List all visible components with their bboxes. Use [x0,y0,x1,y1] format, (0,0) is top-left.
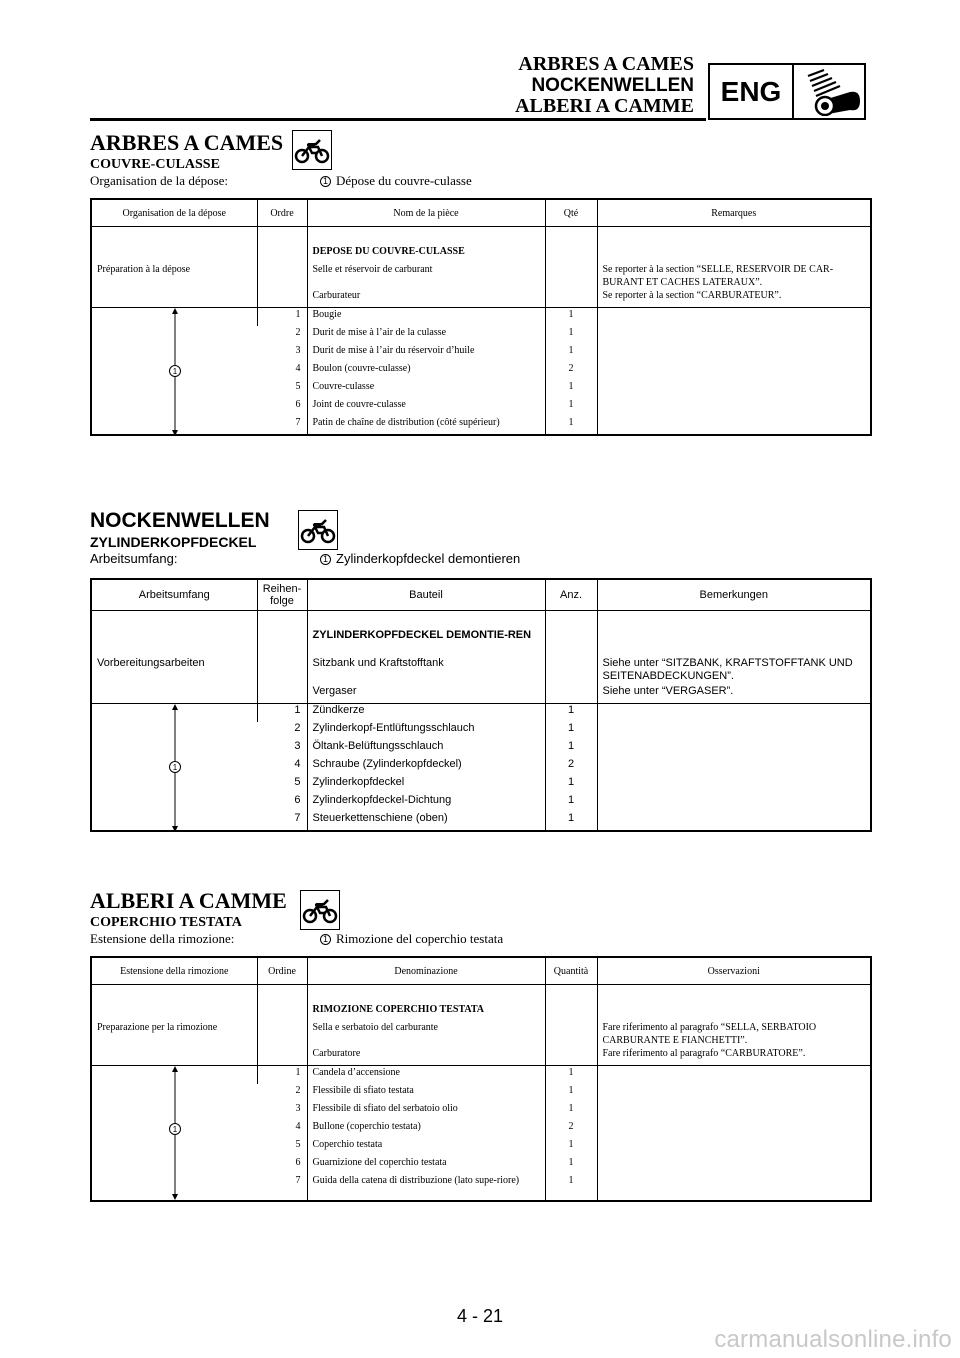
order: 2 [295,327,301,338]
part-name: Vergaser [307,685,545,704]
col-header: Qté [545,199,597,227]
org-line [90,173,870,189]
col-header: Quantità [545,957,597,985]
col-header: Organisation de la dépose [91,199,257,227]
part-name: Candela d’accensione [307,1066,545,1085]
qty: 1 [545,1138,597,1156]
org-line [90,551,870,567]
part-name: Zylinderkopf-Entlüftungsschlauch [307,722,545,740]
org-step: Rimozione del coperchio testata [336,931,504,946]
order: 7 [295,1175,301,1186]
qty: 1 [545,398,597,416]
qty: 1 [545,740,597,758]
eng-badge [708,63,866,120]
table-row [91,308,871,327]
qty: 1 [545,308,597,327]
part-name: Durit de mise à l’air du réservoir d’huile [307,344,545,362]
order: 6 [294,794,301,806]
header-rule [90,118,706,121]
part-name: Flessibile di sfiato testata [307,1084,545,1102]
part-name: Sella e serbatoio del carburante [307,1021,545,1047]
remark: Se reporter à la section “CARBURATEUR”. [597,289,871,308]
table-row [91,263,871,289]
header-titles [515,54,694,117]
header-title-de: NOCKENWELLEN [531,75,694,96]
qty: 1 [545,1084,597,1102]
qty: 1 [545,380,597,398]
table-header [91,199,871,227]
qty: 1 [545,1174,597,1201]
prep-label: Preparazione per la rimozione [97,1022,218,1033]
part-name: Durit de mise à l’air de la culasse [307,326,545,344]
section-subtitle: COPERCHIO TESTATA [90,915,242,930]
qty: 1 [545,722,597,740]
order: 3 [295,1103,301,1114]
part-name: Selle et réservoir de carburant [307,263,545,289]
part-name: Flessibile di sfiato del serbatoio olio [307,1102,545,1120]
remark: Fare riferimento al paragrafo “CARBURATORE”. [597,1047,871,1066]
order: 7 [294,812,301,824]
org-step: Zylinderkopfdeckel demontieren [336,551,521,566]
step-number: 1 [320,934,331,945]
part-name: Zylinderkopfdeckel [307,776,545,794]
table-header [91,579,871,611]
order: 2 [294,722,301,734]
section-subtitle: COUVRE-CULASSE [90,157,220,172]
order: 2 [295,1085,301,1096]
col-header: Osservazioni [597,957,871,985]
table-row [91,657,871,685]
order: 5 [295,381,301,392]
remark: Se reporter à la section “SELLE, RESERVOIR DE CAR-BURANT ET CACHES LATERAUX”. [597,263,871,289]
prep-label: Vorbereitungsarbeiten [97,657,205,669]
org-step: Dépose du couvre-culasse [336,173,472,188]
section-title: ARBRES A CAMES [90,130,284,155]
engine-camshaft-icon [794,65,864,118]
col-header: Nom de la pièce [307,199,545,227]
order: 3 [295,345,301,356]
motorcycle-icon [300,890,340,930]
order: 5 [295,1139,301,1150]
section-subtitle: ZYLINDERKOPFDECKEL [90,534,257,550]
col-header: Arbeitsumfang [91,579,257,611]
qty: 1 [545,776,597,794]
heading-row: RIMOZIONE COPERCHIO TESTATA [307,1003,545,1021]
table-row [91,985,871,1004]
col-header: Estensione della rimozione [91,957,257,985]
org-label: Arbeitsumfang: [90,551,178,566]
col-header: Ordine [257,957,307,985]
col-header: Bauteil [307,579,545,611]
col-header: Ordre [257,199,307,227]
order: 7 [295,417,301,428]
section-title: NOCKENWELLEN [90,509,270,532]
table-row [91,1047,871,1066]
order: 1 [257,308,307,327]
order: 5 [294,776,301,788]
motorcycle-icon [298,510,338,550]
table-row [91,704,871,723]
table-row [91,227,871,246]
part-name: Schraube (Zylinderkopfdeckel) [307,758,545,776]
parts-table [90,956,872,1202]
part-name: Coperchio testata [307,1138,545,1156]
prep-label: Préparation à la dépose [97,264,191,275]
table-row [91,611,871,630]
part-name: Bougie [307,308,545,327]
table-row [91,1066,871,1085]
remark: Siehe unter “SITZBANK, KRAFTSTOFFTANK UND SEITENABDECKUNGEN”. [597,657,871,685]
part-name: Zylinderkopfdeckel-Dichtung [307,794,545,812]
motorcycle-icon [292,130,332,170]
part-name: Guida della catena di distribuzione (lato supe-riore) [307,1174,545,1201]
qty: 1 [545,344,597,362]
qty: 1 [545,1066,597,1085]
step-number: 1 [320,554,331,565]
table-row [91,629,871,657]
part-name: Guarnizione del coperchio testata [307,1156,545,1174]
part-name: Carburatore [307,1047,545,1066]
eng-label: ENG [710,65,794,118]
qty: 2 [545,758,597,776]
part-name: Carburateur [307,289,545,308]
group-label: 1 [172,367,178,376]
qty: 1 [545,326,597,344]
col-header: Remarques [597,199,871,227]
part-name: Zündkerze [307,704,545,723]
table-row [91,685,871,704]
part-name: Couvre-culasse [307,380,545,398]
table-row [91,289,871,308]
order: 1 [257,1066,307,1085]
section-de [90,508,870,824]
part-name: Boulon (couvre-culasse) [307,362,545,380]
group-bracket [91,1066,257,1202]
header-title-it: ALBERI A CAMME [515,95,694,117]
col-header: Bemerkungen [597,579,871,611]
group-label: 1 [172,763,178,772]
org-label: Organisation de la dépose: [90,173,229,188]
group-label: 1 [172,1125,178,1134]
section-fr [90,130,870,428]
qty: 1 [545,704,597,723]
header-title-fr: ARBRES A CAMES [518,53,694,75]
order: 1 [257,704,307,723]
remark: Fare riferimento al paragrafo “SELLA, SERBATOIO CARBURANTE E FIANCHETTI”. [597,1021,871,1047]
parts-table [90,198,872,436]
table-row [91,1021,871,1047]
parts-table [90,578,872,832]
order: 4 [295,363,301,374]
qty: 1 [545,416,597,435]
table-header [91,957,871,985]
order: 4 [294,758,301,770]
qty: 1 [545,812,597,831]
qty: 1 [545,1156,597,1174]
order: 4 [295,1121,301,1132]
group-bracket [91,704,257,832]
step-number: 1 [320,176,331,187]
col-header: Denominazione [307,957,545,985]
qty: 1 [545,1102,597,1120]
order: 6 [295,399,301,410]
qty: 1 [545,794,597,812]
section-it [90,888,870,1186]
heading-row: ZYLINDERKOPFDECKEL DEMONTIE-REN [307,629,545,657]
part-name: Steuerkettenschiene (oben) [307,812,545,831]
qty: 2 [545,362,597,380]
order: 6 [295,1157,301,1168]
org-label: Estensione della rimozione: [90,931,235,946]
group-bracket [91,308,257,436]
order: 3 [294,740,301,752]
part-name: Öltank-Belüftungsschlauch [307,740,545,758]
table-row [91,245,871,263]
part-name: Joint de couvre-culasse [307,398,545,416]
qty: 2 [545,1120,597,1138]
part-name: Sitzbank und Kraftstofftank [307,657,545,685]
section-title: ALBERI A CAMME [90,888,287,913]
col-header: Anz. [545,579,597,611]
watermark: carmanualsonline.info [714,1326,952,1353]
org-line [90,931,870,947]
remark: Siehe unter “VERGASER”. [597,685,871,704]
heading-row: DEPOSE DU COUVRE-CULASSE [307,245,545,263]
part-name: Bullone (coperchio testata) [307,1120,545,1138]
col-header: Reihen-folge [257,579,307,611]
table-row [91,1003,871,1021]
part-name: Patin de chaîne de distribution (côté supérieur) [307,416,545,435]
page-number: 4 - 21 [456,1306,504,1326]
